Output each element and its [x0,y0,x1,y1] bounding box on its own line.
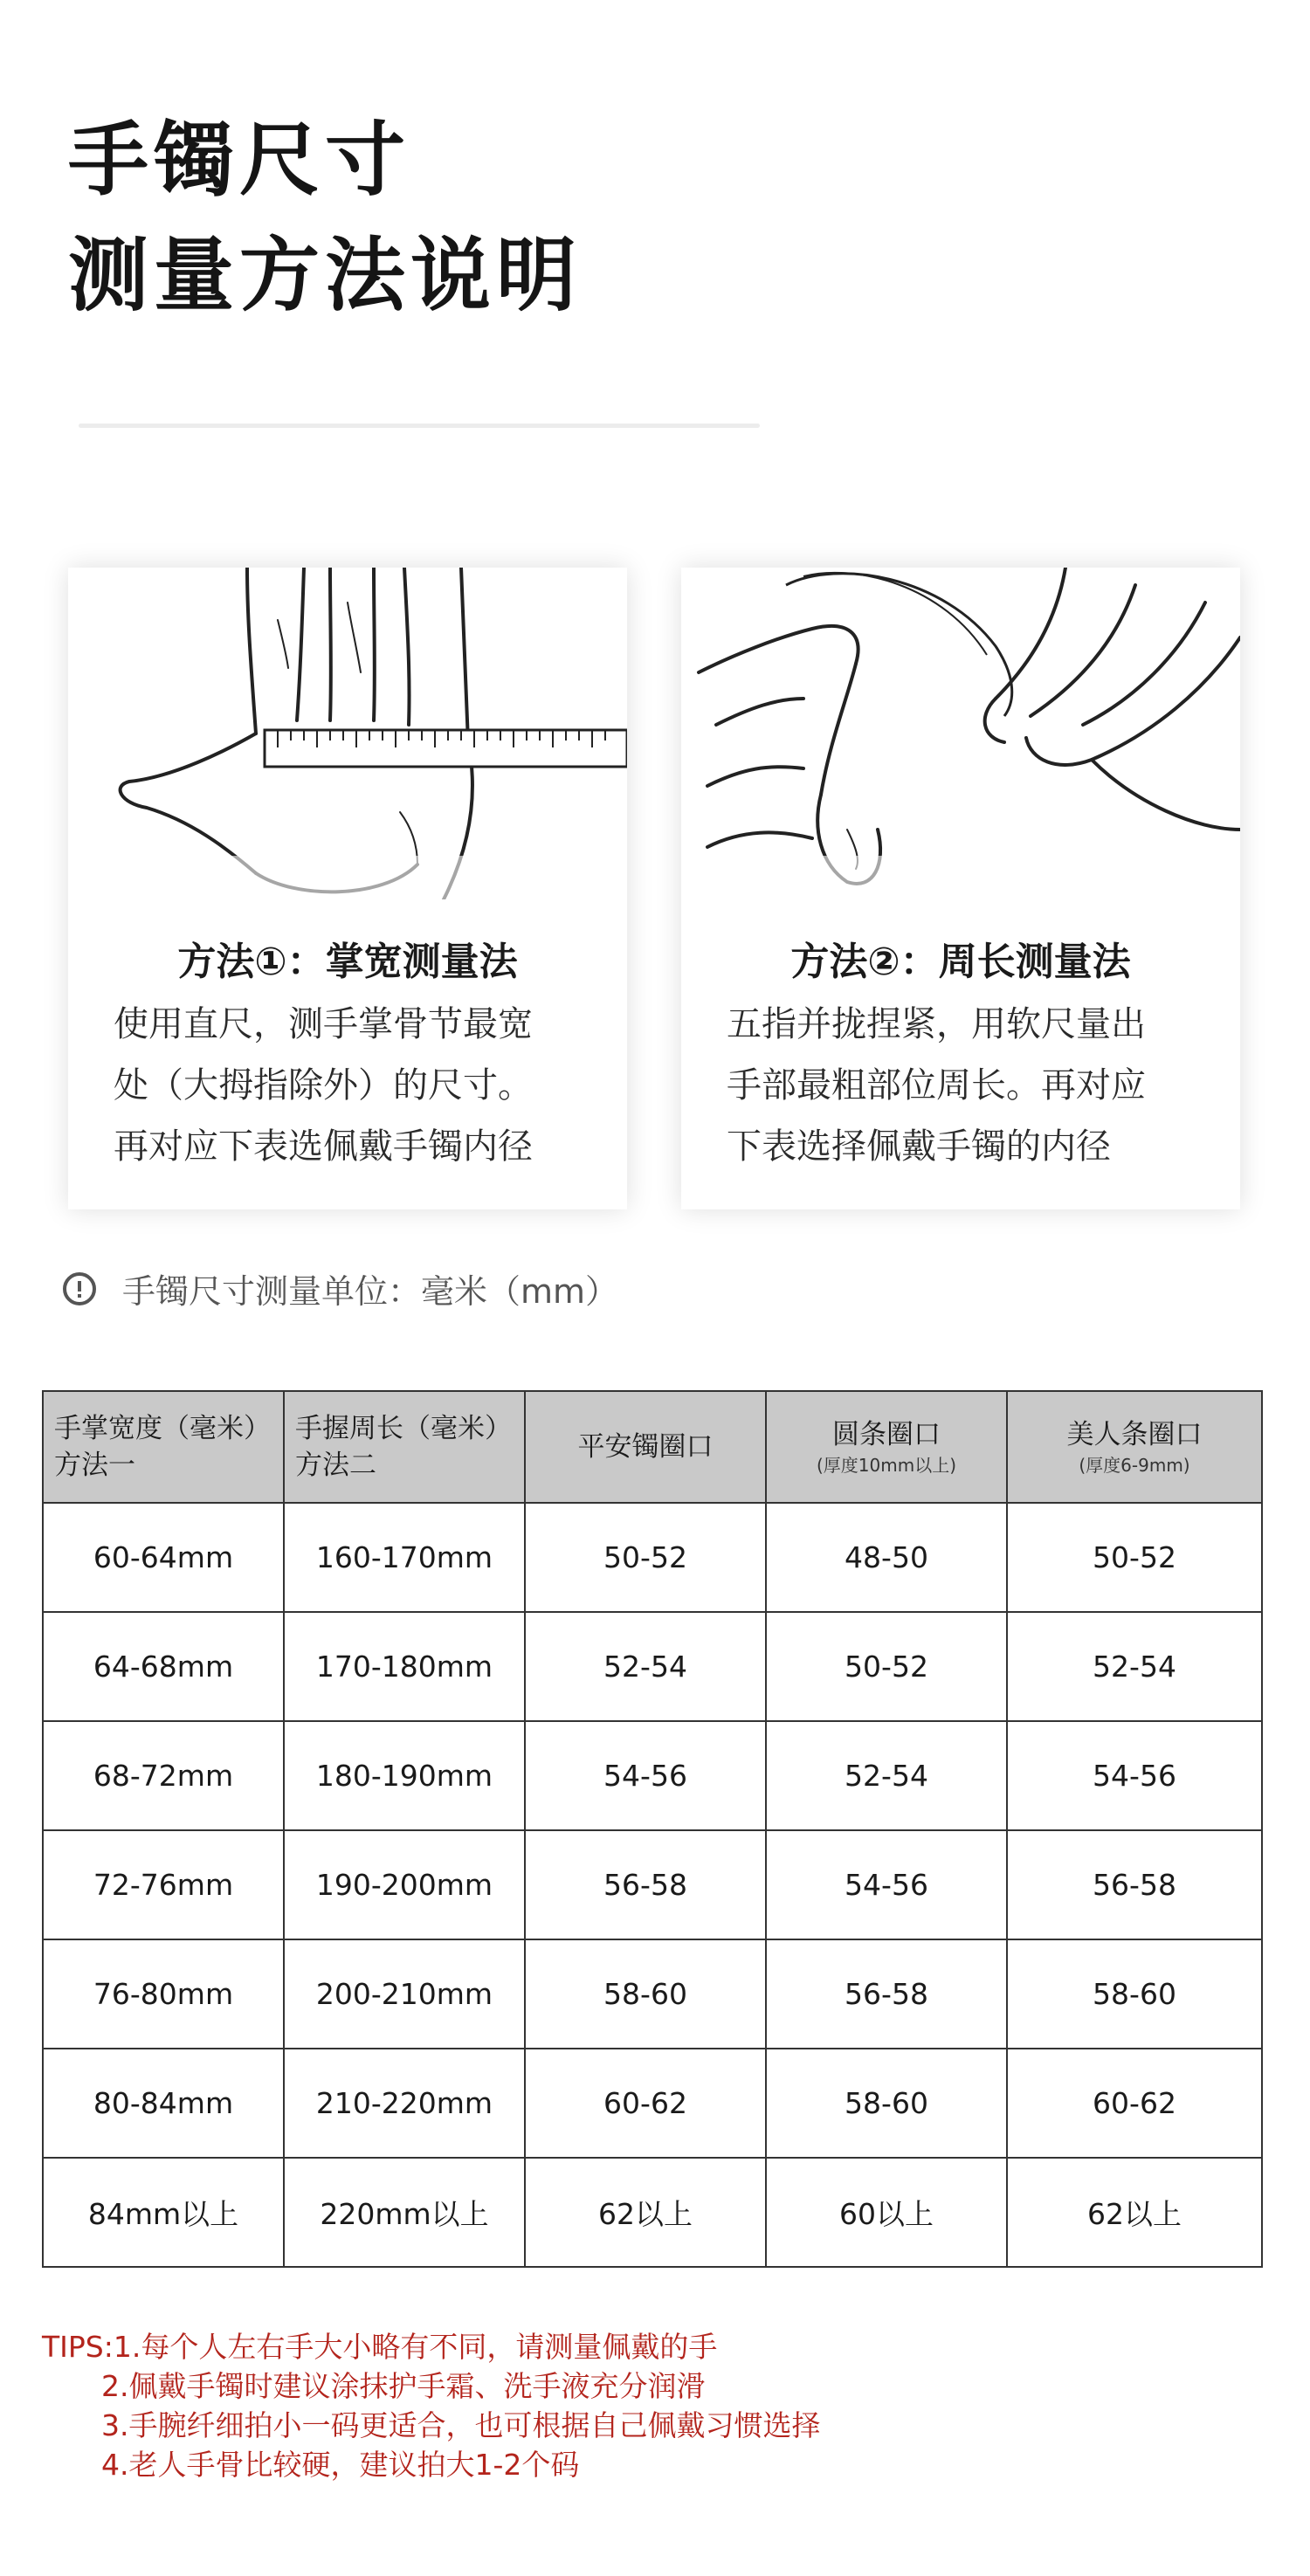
method-1-description [114,994,603,1177]
table-cell: 58-60 [1007,1939,1262,2049]
method-2-title: 方法②：周长测量法 [790,940,1131,984]
table-cell: 62以上 [525,2158,766,2267]
table-cell: 54-56 [525,1721,766,1830]
tip-item-3: 3.手腕纤细拍小一码更适合，也可根据自己佩戴习惯选择 [101,2408,821,2442]
table-cell: 50-52 [766,1612,1007,1721]
header-circumference-line2: 方法二 [295,1450,376,1481]
header-palm-width [43,1391,284,1503]
info-icon [63,1272,96,1305]
method-2-desc-line: 五指并拢捏紧，用软尺量出 [727,1004,1146,1044]
method-2-desc-line: 手部最粗部位周长。再对应 [727,1065,1146,1105]
table-cell: 170-180mm [284,1612,525,1721]
header-pingan-bangle [525,1391,766,1503]
table-cell: 56-58 [1007,1830,1262,1939]
table-header-row [43,1391,1262,1503]
method-1-title: 方法①：掌宽测量法 [177,940,518,984]
tip-item-1: TIPS:1.每个人左右手大小略有不同，请测量佩戴的手 [42,2330,718,2364]
method-1-desc-line: 使用直尺，测手掌骨节最宽 [114,1004,533,1044]
table-cell: 54-56 [1007,1721,1262,1830]
method-1-desc-line: 再对应下表选佩戴手镯内径 [114,1126,533,1167]
method-card-2 [681,568,1240,1209]
table-cell: 60-62 [525,2049,766,2158]
table-cell: 60-62 [1007,2049,1262,2158]
hand-tape-illustration [681,568,1240,899]
header-beauty-sub: (厚度6-9mm) [1079,1455,1190,1476]
table-cell: 52-54 [766,1721,1007,1830]
table-cell: 56-58 [766,1939,1007,2049]
header-hand-circumference [284,1391,525,1503]
tip-item-4: 4.老人手骨比较硬，建议拍大1-2个码 [101,2448,580,2482]
header-round-bangle [766,1391,1007,1503]
table-row [43,1939,1262,2049]
header-palm-width-line2: 方法一 [54,1450,135,1481]
method-2-desc-line: 下表选择佩戴手镯的内径 [727,1126,1111,1167]
table-cell: 50-52 [1007,1503,1262,1612]
table-cell: 54-56 [766,1830,1007,1939]
method-2-description [727,994,1216,1177]
header-beauty-bangle [1007,1391,1262,1503]
table-cell: 180-190mm [284,1721,525,1830]
table-cell: 200-210mm [284,1939,525,2049]
table-cell: 58-60 [525,1939,766,2049]
page-title [68,103,582,334]
table-cell: 56-58 [525,1830,766,1939]
table-cell: 60以上 [766,2158,1007,2267]
table-cell: 50-52 [525,1503,766,1612]
table-cell: 84mm以上 [43,2158,284,2267]
method-1-desc-line: 处（大拇指除外）的尺寸。 [114,1065,533,1105]
header-round-sub: (厚度10mm以上) [816,1455,957,1476]
table-cell: 190-200mm [284,1830,525,1939]
table-row [43,1830,1262,1939]
table-cell: 60-64mm [43,1503,284,1612]
method-card-1 [68,568,627,1209]
table-row [43,1612,1262,1721]
table-cell: 72-76mm [43,1830,284,1939]
header-palm-width-line1: 手掌宽度（毫米） [54,1413,271,1444]
table-cell: 64-68mm [43,1612,284,1721]
table-cell: 68-72mm [43,1721,284,1830]
size-table [42,1390,1263,2268]
header-beauty-label: 美人条圈口 [1066,1419,1203,1450]
tips-section [42,2327,821,2484]
title-line-1: 手镯尺寸 [68,114,411,207]
hand-ruler-illustration [68,568,627,899]
header-pingan-label: 平安镯圈口 [577,1431,714,1463]
table-row [43,2049,1262,2158]
table-cell: 52-54 [1007,1612,1262,1721]
unit-note-text: 手镯尺寸测量单位：毫米（mm） [122,1272,619,1311]
table-cell: 52-54 [525,1612,766,1721]
table-cell: 220mm以上 [284,2158,525,2267]
table-row [43,2158,1262,2267]
table-cell: 80-84mm [43,2049,284,2158]
table-row [43,1503,1262,1612]
header-round-label: 圆条圈口 [832,1419,941,1450]
tip-item-2: 2.佩戴手镯时建议涂抹护手霜、洗手液充分润滑 [101,2369,706,2403]
table-cell: 160-170mm [284,1503,525,1612]
table-cell: 58-60 [766,2049,1007,2158]
table-cell: 48-50 [766,1503,1007,1612]
table-cell: 76-80mm [43,1939,284,2049]
table-cell: 62以上 [1007,2158,1262,2267]
title-divider [79,424,760,428]
table-row [43,1721,1262,1830]
unit-note [63,1264,618,1312]
title-line-2: 测量方法说明 [68,229,583,322]
table-cell: 210-220mm [284,2049,525,2158]
header-circumference-line1: 手握周长（毫米） [295,1413,512,1444]
